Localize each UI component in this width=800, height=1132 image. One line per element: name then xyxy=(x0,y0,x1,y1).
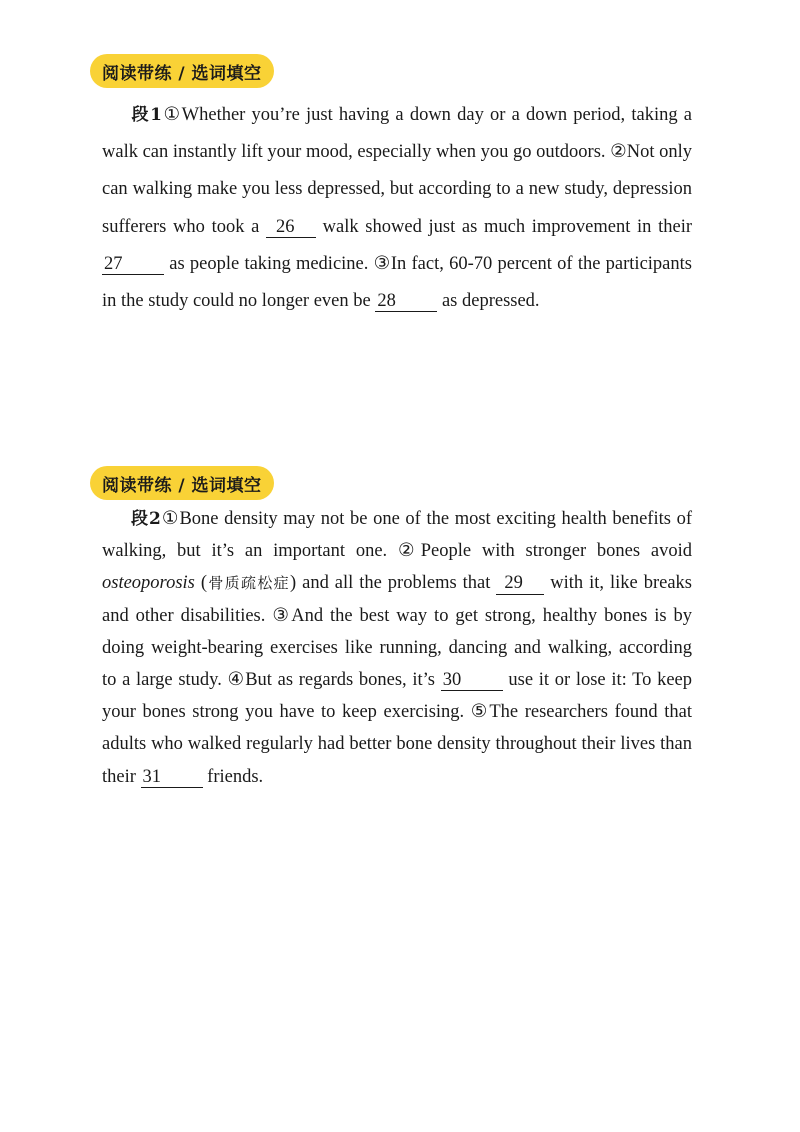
sentence-1-2b: walk showed just as much improvement in their xyxy=(316,216,692,237)
sentence-1-1: ①Whether you’re just having a down day or a down period, taking a walk can instantly lift your mood, especially when you go outdoors. xyxy=(102,105,692,163)
section-tag-2: 阅读带练 / 选词填空 xyxy=(90,466,274,500)
sentence-2-2: ②People with stronger bones avoid xyxy=(397,541,692,562)
blank-31[interactable]: 31 xyxy=(141,767,203,788)
sentence-1-2: ②Not only can walking make you less depressed, but according to a new study, depression sufferers who took a xyxy=(102,142,693,237)
blank-26[interactable]: 26 xyxy=(266,217,316,238)
open-paren: ( xyxy=(194,573,207,594)
paragraph-label-1: 段1 xyxy=(130,105,162,125)
sentence-2-3: ③And the best way to get strong, healthy bones is by doing weight-bearing exercises like running, dancing and walking, according to a large study. xyxy=(102,605,692,691)
section-tag-1: 阅读带练 / 选词填空 xyxy=(90,54,274,88)
blank-27[interactable]: 27 xyxy=(102,254,164,275)
sentence-2-2b: ) and all the problems that xyxy=(290,573,497,594)
term-osteoporosis: osteoporosis xyxy=(102,573,195,594)
sentence-2-5: ⑤The researchers found that adults who walked regularly had better bone density throughout their lives than their xyxy=(102,702,692,787)
blank-30[interactable]: 30 xyxy=(441,670,503,691)
sentence-2-2c: with it, like breaks and other disabilities. xyxy=(102,573,692,626)
term-chinese-gloss: 骨质疏松症 xyxy=(206,574,290,593)
paragraph-1 xyxy=(102,97,692,320)
sentence-2-4: ④But as regards bones, it’s xyxy=(227,670,441,691)
sentence-2-4b: use it or lose it: To keep your bones strong you have to keep exercising. xyxy=(102,670,692,723)
sentence-1-2c: as people taking medicine. xyxy=(164,253,374,274)
sentence-2-5b: friends. xyxy=(202,766,264,787)
paragraph-label-2: 段2 xyxy=(130,509,161,529)
paragraph-2 xyxy=(102,503,692,793)
sentence-2-1: ①Bone density may not be one of the most exciting health benefits of walking, but it’s an important one. xyxy=(102,509,692,562)
blank-29[interactable]: 29 xyxy=(496,573,544,594)
blank-28[interactable]: 28 xyxy=(375,291,437,312)
sentence-1-3b: as depressed. xyxy=(437,291,540,312)
sentence-1-3: ③In fact, 60-70 percent of the participants in the study could no longer even be xyxy=(102,253,692,312)
